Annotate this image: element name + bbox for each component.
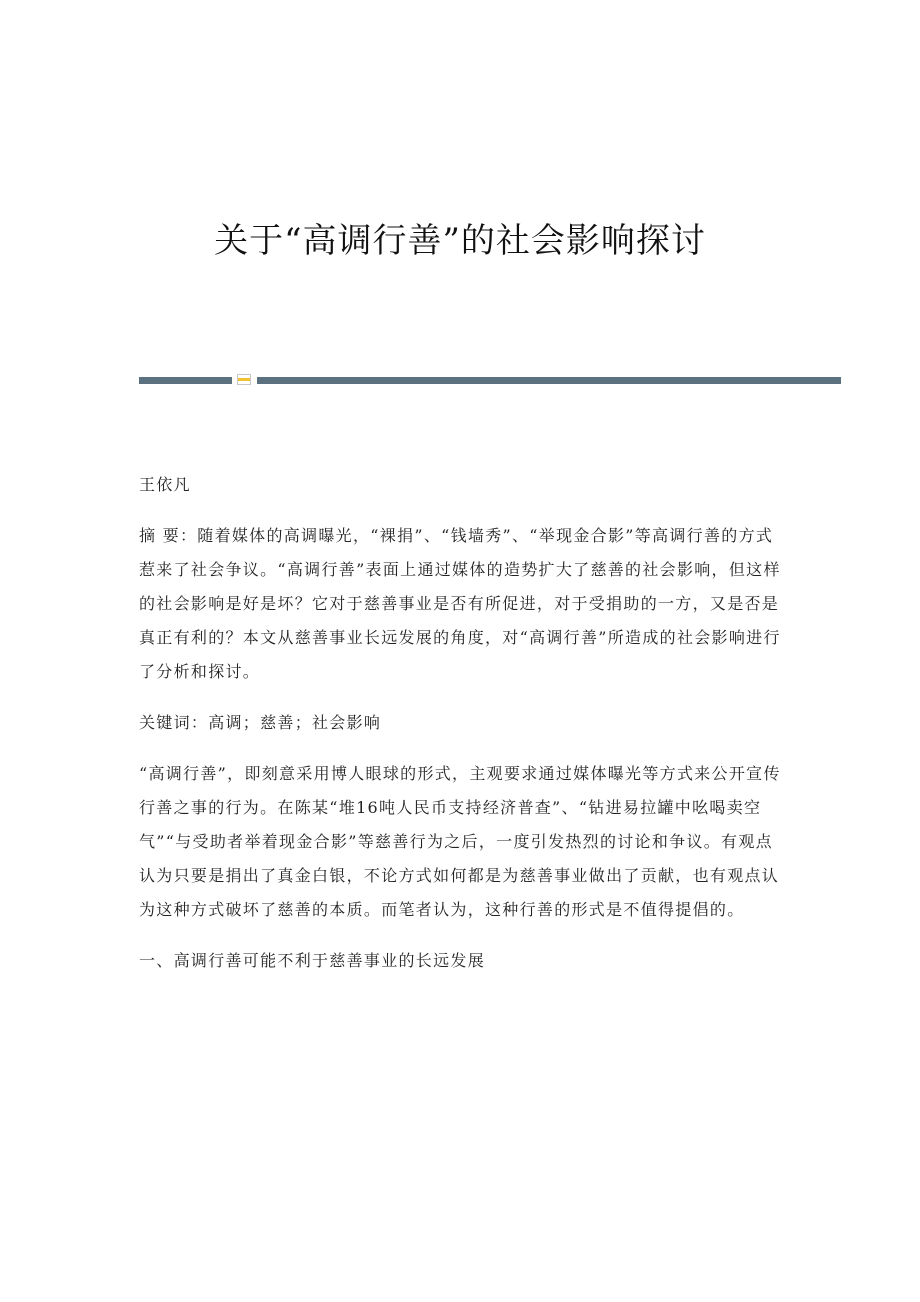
document-body	[139, 468, 789, 995]
author-name: 王依凡	[139, 475, 191, 494]
document-title: 关于“高调行善”的社会影响探讨	[214, 221, 706, 261]
divider-bar-left	[139, 377, 232, 384]
body-paragraph: “高调行善”，即刻意采用博人眼球的形式，主观要求通过媒体曝光等方式来公开宣传行善之事的行为。在陈某“堆16吨人民币支持经济普查”、“钻进易拉罐中吆喝卖空气”“与受助者举着现金合影”等慈善行为之后，一度引发热烈的讨论和争议。有观点认为只要是捐出了真金白银，不论方式如何都是为慈善事业做出了贡献，也有观点认为这种方式破坏了慈善的本质。而笔者认为，这种行善的形式是不值得提倡的。	[139, 764, 781, 919]
keywords-line: 关键词：高调；慈善；社会影响	[139, 713, 382, 732]
divider-bar-right	[257, 377, 841, 384]
abstract-paragraph: 摘 要：随着媒体的高调曝光，“裸捐”、“钱墙秀”、“举现金合影”等高调行善的方式惹来了社会争议。“高调行善”表面上通过媒体的造势扩大了慈善的社会影响，但这样的社会影响是好是坏？它对于慈善事业是否有所促进，对于受捐助的一方，又是否是真正有利的？本文从慈善事业长远发展的角度，对“高调行善”所造成的社会影响进行了分析和探讨。	[139, 526, 781, 681]
section-heading: 一、高调行善可能不利于慈善事业的长远发展	[139, 951, 486, 970]
document-icon	[237, 374, 251, 385]
title-divider	[139, 374, 841, 386]
